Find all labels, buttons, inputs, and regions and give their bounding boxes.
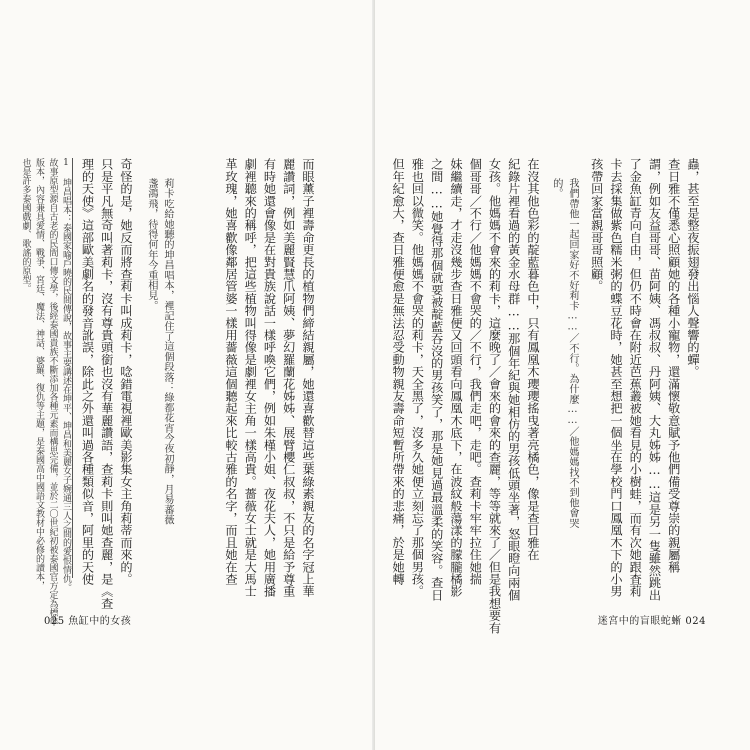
right-body-line: 雅也回以微笑。他媽媽不會哭的莉卡，天全黑了，沒多久她便立刻忘了那個男孩。 <box>410 158 425 598</box>
footnote-line: 也是許多泰國戲劇、歌謠的原型。 <box>20 158 31 293</box>
right-dialogue-line: 的。 <box>550 178 562 199</box>
left-verse <box>141 178 175 586</box>
right-body-line: 個哥哥／不行／他媽媽不會哭的／不行，我們走吧，走吧。查莉卡牢牢拉住她揣 <box>468 158 483 585</box>
footnote-line: 版本，內容兼具愛情、戰爭、宮廷、魔法、神話、婆羅、復仇等主題，是泰國高中國語文教材中必修的讀本， <box>34 158 44 590</box>
left-body-line: 奇怪的是，她反而將查莉卡叫成莉卡，唸錯電視裡歐美影集女主角莉蒂而來的。 <box>119 158 133 585</box>
left-body-line: 麗讚詞，例如美麗賢慧爪阿姨、夢幻羅蘭花姊姊、展臂櫻仁叔叔，不只是給予尊重 <box>281 158 296 598</box>
left-body-line: 而眼薰子裡壽命更長的植物們締結親屬，她還喜歡替這些葉綠素親友的名字冠上華 <box>301 158 315 598</box>
left-verse-line: 莉卡吃給她聽的坤昌唱本，裡記住了這個段落：綠都花宵今夜初靜，月易蕃薇 <box>162 178 173 525</box>
left-page-footer: 025 魚缸中的女孩 <box>44 616 132 627</box>
right-body-line: 謂，例如友益哥哥、苗阿姨、馮叔叔、丹阿姨、大丸姊姊……這是另一隻雖然跳出 <box>647 158 662 601</box>
right-page-footer: 迷宮中的盲眼蛇蜥 024 <box>597 616 706 627</box>
right-body-line: 之間……她覺得那個就要被靛藍吞沒的男孩笑了，那是她見過最溫柔的笑容。查日 <box>429 158 444 601</box>
left-body-text-b <box>75 158 135 610</box>
right-body-line: 但年紀愈大，查日雅便愈是無法忍受動物親友壽命短暫所帶來的悲痛，於是她轉 <box>391 158 406 585</box>
footnote-rule <box>72 158 73 578</box>
left-body-line: 理的天使》這部歐美劇名的發音訛誤，除此之外還叫過各種類似音，阿里的天使 <box>80 158 95 585</box>
right-body-line: 女孩。他媽媽不會來的莉卡，這麼晚了／會來的會來的查麗，等等就來了／但是我想要有 <box>487 158 502 634</box>
footnote <box>20 158 72 626</box>
right-body-line: 在沒其他色彩的靛藍暮色中，只有鳳凰木瓔瓔搖曳著亮橘色，像是查日雅在 <box>526 158 540 561</box>
right-body-line: 孩帶回家當親哥哥照顧。 <box>589 158 604 293</box>
left-body-line: 革玫瑰，她喜歡像鄰居管婆一樣用薔薇這個聽起來比較古雅的名字，而且她在查 <box>223 158 238 585</box>
right-body-line: 妹繼續走，才走沒幾步查日雅便又回頭看向鳳凰木底下，在波紋般蕩漾的朦朧橘影 <box>448 158 463 598</box>
footnote-line: 1 坤昌唱本：泰國家喻戶曉的民間傳說，故事主要講述在坤平、坤昌和美麗女子婉通三人之間的愛恨情仇。 <box>61 158 71 592</box>
right-body-line: 查日雅不僅悉心照顧她的各種小寵物，還滿懷敬意賦予他們備受尊崇的親屬稱 <box>666 158 681 573</box>
right-body-line: 了金魚缸青向自由，但仍不時會在附近芭蕉叢被她看見的小樹蛙，而有次她跟査莉 <box>628 158 643 598</box>
right-dialogue-line: 我們帶他一起回家好不好莉卡……／不行。為什麼……／他媽媽找不到他會哭 <box>567 178 578 528</box>
right-page <box>375 0 750 750</box>
left-body-line: 劇裡聽來的稱呼，把這些植物叫得像是劇裡女主角一樣高貴。薔薇女士就是大馬士 <box>243 158 258 598</box>
right-dialogue <box>546 178 580 586</box>
left-body-text <box>181 158 317 598</box>
left-body-line: 只是平凡無奇叫著莉卡，沒有尊貴頭銜也沒有華麗讚語，查莉卡則叫她查麗，是《查 <box>99 158 114 610</box>
left-verse-line: 盞鴻飛，待得何年今重相見。 <box>145 178 157 311</box>
right-body-line: 蟲，甚至是整夜振翅發出惱人聲響的蟬。 <box>686 158 700 378</box>
footnote-line: 故事原型源自古老的民間口傳文學，後經泰國貴族不斷添加各種元素而構思完備，並於二〇世紀初被泰國官方定為標準 <box>47 158 58 626</box>
right-body-text-b <box>391 158 542 634</box>
right-body-line: 紀錄片裡看過的黃金水母群……那個年紀與她相仿的男孩低頭坐著，怒眼瞪向兩個 <box>506 158 521 601</box>
left-body-line: 有時她還會像是在對貴族說話一樣呼喚它們，例如朱槿小姐、夜花夫人，她用廣播 <box>262 158 277 598</box>
right-body-text-a <box>584 158 702 601</box>
right-body-line: 卡去採集做紫色糯米粥的蝶豆花時，她甚至想把一個坐在學校門口鳳凰木下的小男 <box>608 158 623 598</box>
